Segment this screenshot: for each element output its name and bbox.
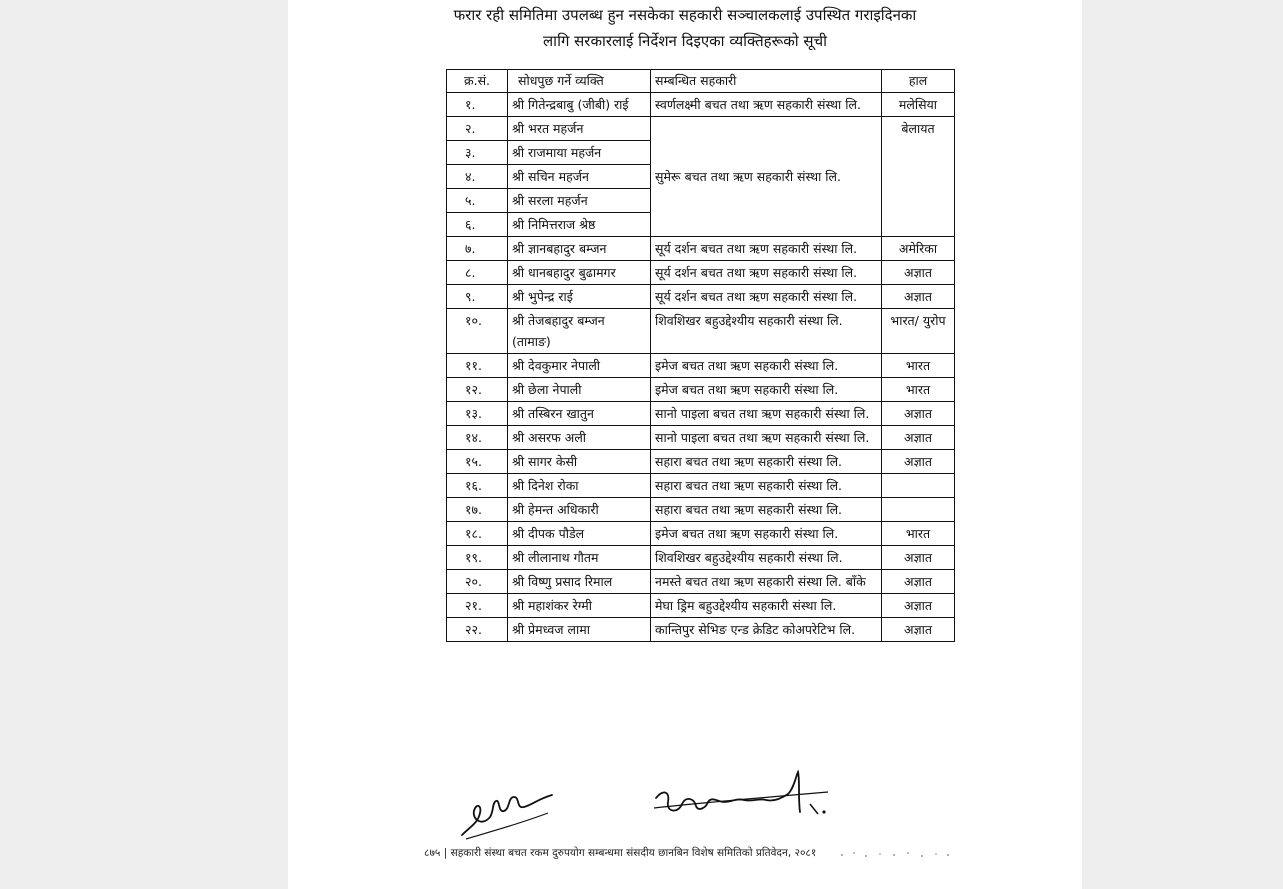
row-location: अज्ञात <box>882 450 955 474</box>
row-person: श्री ज्ञानबहादुर बम्जन <box>508 237 651 261</box>
row-person: श्री दीपक पौडेल <box>508 522 651 546</box>
row-cooperative: स्वर्णलक्ष्मी बचत तथा ऋण सहकारी संस्था लि. <box>651 93 882 117</box>
row-serial: १७. <box>447 498 508 522</box>
row-location: अज्ञात <box>882 618 955 642</box>
row-person: श्री भरत महर्जन <box>508 117 651 141</box>
row-person: श्री देवकुमार नेपाली <box>508 354 651 378</box>
row-serial: ५. <box>447 189 508 213</box>
table-row <box>447 522 955 546</box>
table-row <box>447 378 955 402</box>
signature-left <box>456 783 566 843</box>
table-row <box>447 450 955 474</box>
row-location: अज्ञात <box>882 402 955 426</box>
signature-right <box>648 768 838 830</box>
row-location: भारत <box>882 378 955 402</box>
row-person: श्री असरफ अली <box>508 426 651 450</box>
header-serial: क्र.सं. <box>447 70 508 93</box>
row-serial: ४. <box>447 165 508 189</box>
row-serial: १३. <box>447 402 508 426</box>
row-cooperative: सानो पाइला बचत तथा ऋण सहकारी संस्था लि. <box>651 426 882 450</box>
row-location: अज्ञात <box>882 594 955 618</box>
row-cooperative: इमेज बचत तथा ऋण सहकारी संस्था लि. <box>651 354 882 378</box>
table-row <box>447 618 955 642</box>
row-person: श्री छेला नेपाली <box>508 378 651 402</box>
row-person: श्री तस्बिरन खातुन <box>508 402 651 426</box>
row-person: श्री भुपेन्द्र राई <box>508 285 651 309</box>
table-row <box>447 354 955 378</box>
row-cooperative: नमस्ते बचत तथा ऋण सहकारी संस्था लि. बाँके <box>651 570 882 594</box>
row-cooperative: कान्तिपुर सेभिङ एन्ड क्रेडिट कोअपरेटिभ लि. <box>651 618 882 642</box>
row-location: भारत <box>882 354 955 378</box>
row-cooperative: सानो पाइला बचत तथा ऋण सहकारी संस्था लि. <box>651 402 882 426</box>
row-serial: १२. <box>447 378 508 402</box>
table-row <box>447 285 955 309</box>
document-page <box>288 0 1082 889</box>
row-location: अज्ञात <box>882 546 955 570</box>
table-row <box>447 402 955 426</box>
table-row <box>447 117 955 141</box>
row-cooperative: शिवशिखर बहुउद्देश्यीय सहकारी संस्था लि. <box>651 309 882 354</box>
row-serial: ६. <box>447 213 508 237</box>
row-cooperative: इमेज बचत तथा ऋण सहकारी संस्था लि. <box>651 378 882 402</box>
row-person: श्री राजमाया महर्जन <box>508 141 651 165</box>
row-serial: १९. <box>447 546 508 570</box>
row-cooperative: सूर्य दर्शन बचत तथा ऋण सहकारी संस्था लि. <box>651 237 882 261</box>
row-serial: २०. <box>447 570 508 594</box>
row-cooperative: मेघा ड्रिम बहुउद्देश्यीय सहकारी संस्था लि. <box>651 594 882 618</box>
table-row <box>447 93 955 117</box>
table-row <box>447 309 955 354</box>
row-serial: १४. <box>447 426 508 450</box>
row-cooperative: सूर्य दर्शन बचत तथा ऋण सहकारी संस्था लि. <box>651 261 882 285</box>
row-location <box>882 474 955 498</box>
table-header-row <box>447 70 955 93</box>
row-serial: ८. <box>447 261 508 285</box>
row-person: श्री विष्णु प्रसाद रिमाल <box>508 570 651 594</box>
row-location: बेलायत <box>882 117 955 237</box>
table-row <box>447 546 955 570</box>
table-row <box>447 474 955 498</box>
header-cooperative: सम्बन्धित सहकारी <box>651 70 882 93</box>
table-row <box>447 237 955 261</box>
row-location: अज्ञात <box>882 570 955 594</box>
row-serial: २. <box>447 117 508 141</box>
row-cooperative: सहारा बचत तथा ऋण सहकारी संस्था लि. <box>651 498 882 522</box>
table-row <box>447 426 955 450</box>
row-cooperative: शिवशिखर बहुउद्देश्यीय सहकारी संस्था लि. <box>651 546 882 570</box>
row-serial: १०. <box>447 309 508 354</box>
row-cooperative: सुमेरू बचत तथा ऋण सहकारी संस्था लि. <box>651 117 882 237</box>
table-row <box>447 570 955 594</box>
row-cooperative: इमेज बचत तथा ऋण सहकारी संस्था लि. <box>651 522 882 546</box>
row-serial: १८. <box>447 522 508 546</box>
persons-table <box>446 69 955 642</box>
row-cooperative: सहारा बचत तथा ऋण सहकारी संस्था लि. <box>651 474 882 498</box>
row-person: श्री महाशंकर रेग्मी <box>508 594 651 618</box>
row-cooperative: सूर्य दर्शन बचत तथा ऋण सहकारी संस्था लि. <box>651 285 882 309</box>
row-location: अमेरिका <box>882 237 955 261</box>
row-person: श्री निमित्तराज श्रेष्ठ <box>508 213 651 237</box>
row-person: श्री सचिन महर्जन <box>508 165 651 189</box>
row-serial: ७. <box>447 237 508 261</box>
row-cooperative: सहारा बचत तथा ऋण सहकारी संस्था लि. <box>651 450 882 474</box>
row-person: श्री तेजबहादुर बम्जन (तामाङ) <box>508 309 651 354</box>
row-location: भारत/ युरोप <box>882 309 955 354</box>
header-person: सोधपुछ गर्ने व्यक्ति <box>508 70 651 93</box>
row-serial: २२. <box>447 618 508 642</box>
row-person: श्री सरला महर्जन <box>508 189 651 213</box>
row-person: श्री सागर केसी <box>508 450 651 474</box>
row-serial: १. <box>447 93 508 117</box>
row-serial: ११. <box>447 354 508 378</box>
row-location <box>882 498 955 522</box>
row-location: मलेसिया <box>882 93 955 117</box>
table-row <box>447 261 955 285</box>
row-serial: १६. <box>447 474 508 498</box>
header-current: हाल <box>882 70 955 93</box>
row-location: अज्ञात <box>882 285 955 309</box>
table-row <box>447 498 955 522</box>
row-person: श्री गितेन्द्रबाबु (जीबी) राई <box>508 93 651 117</box>
row-person: श्री हेमन्त अधिकारी <box>508 498 651 522</box>
row-person: श्री दिनेश रोका <box>508 474 651 498</box>
row-location: भारत <box>882 522 955 546</box>
title-line-2: लागि सरकारलाई निर्देशन दिइएका व्यक्तिहरूको सूची <box>543 32 827 50</box>
page-footer: ८७५ | सहकारी संस्था बचत रकम दुरुपयोग सम्बन्धमा संसदीय छानबिन विशेष समितिको प्रतिवेदन, २०८१ <box>424 847 817 859</box>
row-serial: ९. <box>447 285 508 309</box>
title-line-1: फरार रही समितिमा उपलब्ध हुन नसकेका सहकारी सञ्चालकलाई उपस्थित गराइदिनका <box>453 6 917 24</box>
row-serial: २१. <box>447 594 508 618</box>
scan-noise-dots <box>836 849 956 861</box>
row-location: अज्ञात <box>882 426 955 450</box>
row-location: अज्ञात <box>882 261 955 285</box>
row-serial: १५. <box>447 450 508 474</box>
table-row <box>447 594 955 618</box>
row-person: श्री प्रेमध्वज लामा <box>508 618 651 642</box>
row-serial: ३. <box>447 141 508 165</box>
row-person: श्री धानबहादुर बुढामगर <box>508 261 651 285</box>
row-person: श्री लीलानाथ गौतम <box>508 546 651 570</box>
